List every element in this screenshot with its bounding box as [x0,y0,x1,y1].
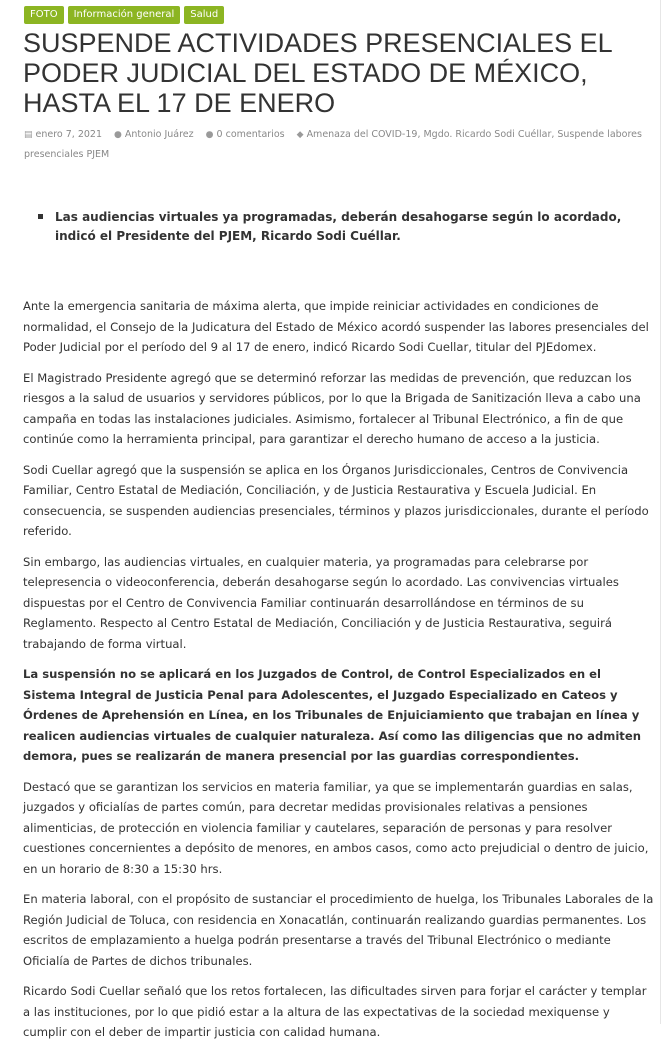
article-meta [24,125,644,165]
article-title: SUSPENDE ACTIVIDADES PRESENCIALES EL PODER JUDICIAL DEL ESTADO DE MÉXICO, HASTA EL 17 DE ENERO [23,28,612,118]
category-badge-foto[interactable]: FOTO [24,6,64,24]
paragraph-bold: La suspensión no se aplicará en los Juzgados de Control, de Control Especializados en el Sistema Integral de Justicia Penal para Adolescentes, el Juzgado Especializado en Cateos y Órdenes de Aprehensión en Línea, en los Tribunales de Enjuiciamiento que trabajan en línea y realicen audiencias virtuales de cualquier naturaleza. Así como las diligencias que no admiten demora, pues se realizarán de manera presencial por las guardias correspondientes. [23,667,641,763]
paragraph: Destacó que se garantizan los servicios en materia familiar, ya que se implementarán guardias en salas, juzgados y oficialías de partes común, para decretar medidas provisionales relativas a pensiones alimenticias, de protección en violencia familiar y cautelares, separación de personas y para resolver cuestiones concernientes a depósito de menores, en ambos casos, como acto prejudicial o dentro de juicio, en un horario de 8:30 a 15:30 hrs. [23,779,649,876]
paragraph: Sodi Cuellar agregó que la suspensión se aplica en los Órganos Jurisdiccionales, Centros de Convivencia Familiar, Centro Estatal de Mediación, Conciliación, y de Justicia Restaurativa y Escuela Judicial. En consecuencia, se suspenden audiencias presenciales, términos y plazos jurisdiccionales, durante el período referido. [23,462,649,538]
user-icon: ● [114,130,122,140]
content-divider [660,0,661,1024]
meta-author[interactable] [114,129,197,140]
paragraph: Sin embargo, las audiencias virtuales, en cualquier materia, ya programadas para celebrarse por telepresencia o videoconferencia, deberán desahogarse según lo acordado. Las convivencias virtuales dispuestas por el Centro de Convivencia Familiar continuarán desarrollándose en términos de su Reglamento. Respecto al Centro Estatal de Mediación, Conciliación y de Justicia Restaurativa, seguirá trabajando de forma virtual. [23,554,619,651]
tag-icon: ◆ [296,130,304,140]
paragraph: El Magistrado Presidente agregó que se determinó reforzar las medidas de prevención, que reduzcan los riesgos a la salud de usuarios y servidores públicos, por lo que la Brigada de Sanitización lleva a cabo una campaña en todas las instalaciones judiciales. Asimismo, fortalecer al Tribunal Electrónico, a fin de que continúe como la herramienta principal, para garantizar el derecho humano de acceso a la justicia. [23,370,641,446]
article-body [23,296,655,1053]
category-badges [24,6,224,24]
paragraph: Ante la emergencia sanitaria de máxima alerta, que impide reiniciar actividades en condiciones de normalidad, el Consejo de la Judicatura del Estado de México acordó suspender las labores presenciales del Poder Judicial por el período del 9 al 17 de enero, indicó Ricardo Sodi Cuellar, titular del PJEdomex. [23,299,649,354]
meta-author-text: Antonio Juárez [124,129,194,140]
highlight-text: Las audiencias virtuales ya programadas, deberán desahogarse según lo acordado, indicó el Presidente del PJEM, Ricardo Sodi Cuéllar. [55,210,622,243]
meta-date-text: enero 7, 2021 [35,129,103,140]
highlight-list [38,208,638,245]
paragraph: En materia laboral, con el propósito de sustanciar el procedimiento de huelga, los Tribunales Laborales de la Región Judicial de Toluca, con residencia en Xonacatlán, continuarán realizando guardias permanentes. Los escritos de emplazamiento a huelga podrán presentarse a través del Tribunal Electrónico o mediante Oficialía de Partes de dichos tribunales. [23,892,654,968]
bullet-square-icon [38,214,43,219]
meta-comments[interactable] [206,129,288,140]
meta-comments-text: 0 comentarios [216,129,285,140]
paragraph: Ricardo Sodi Cuellar señaló que los retos fortalecen, las dificultades sirven para forjar el carácter y templar a las instituciones, por lo que pidió estar a la altura de las expectativas de la sociedad mexiquense y cumplir con el deber de impartir justicia con calidad humana. [23,984,647,1039]
category-badge-salud[interactable]: Salud [184,6,224,24]
meta-date[interactable] [24,129,105,140]
comment-icon: ● [205,130,214,140]
meta-tags-text: Amenaza del COVID-19, Mgdo. Ricardo Sodi Cuéllar, Suspende labores presenciales PJEM [24,129,642,160]
category-badge-informacion-general[interactable]: Información general [68,6,181,24]
calendar-icon: ▤ [24,130,33,140]
highlight-item [38,208,638,245]
